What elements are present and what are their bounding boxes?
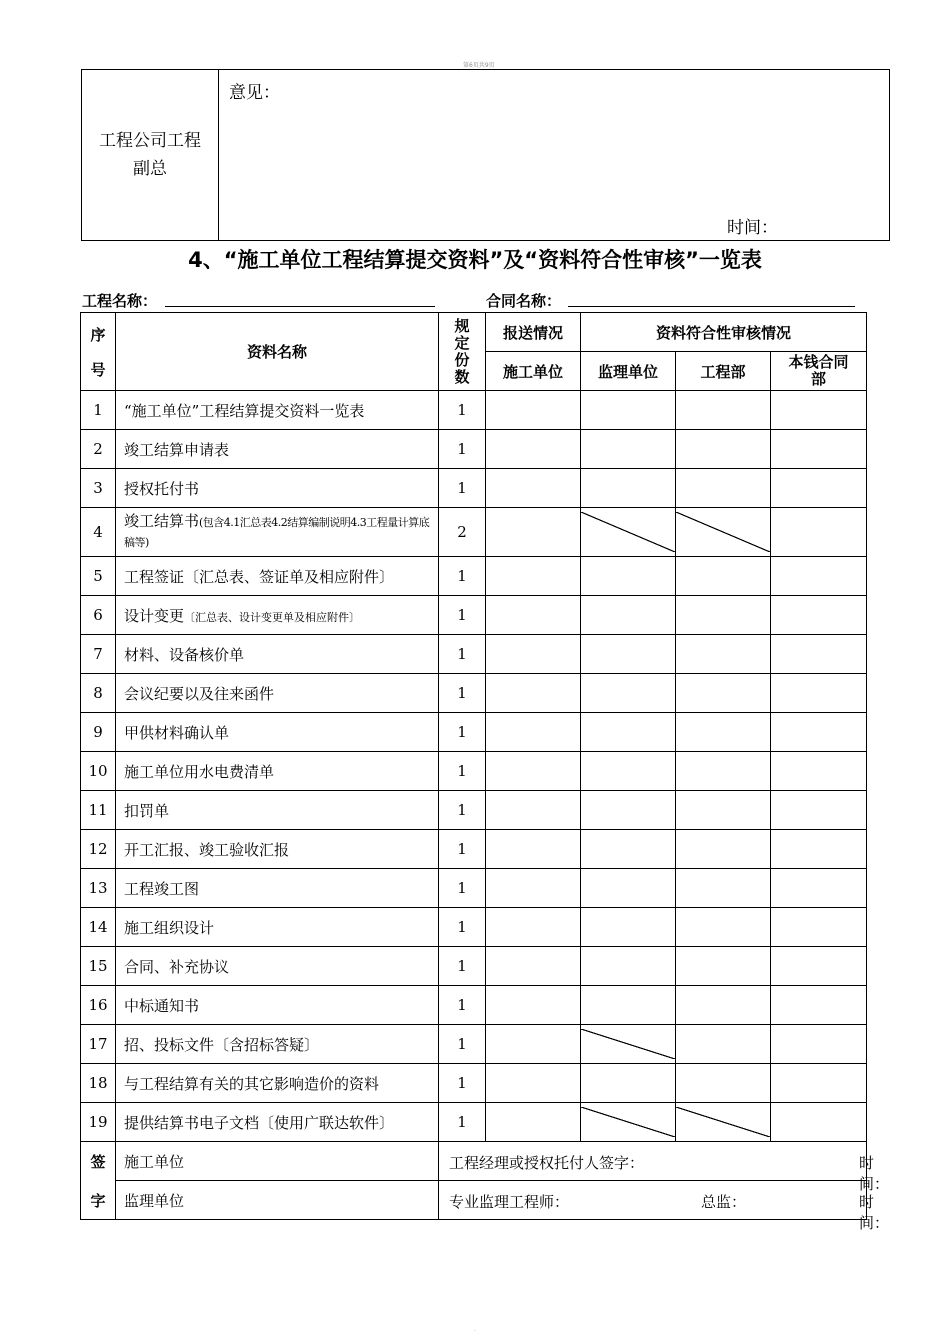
cell-audit-eng-dept[interactable] xyxy=(676,596,771,635)
cell-submit-contractor[interactable] xyxy=(486,1103,581,1142)
cell-audit-supervisor[interactable] xyxy=(581,469,676,508)
table-row xyxy=(81,635,867,674)
cell-audit-eng-dept[interactable] xyxy=(676,713,771,752)
sign-contractor-label: 工程经理或授权托付人签字： xyxy=(449,1154,645,1172)
cell-audit-eng-dept[interactable] xyxy=(676,469,771,508)
cell-submit-contractor[interactable] xyxy=(486,508,581,557)
cell-audit-supervisor[interactable] xyxy=(581,1064,676,1103)
diagonal-strike-mark xyxy=(676,512,770,552)
table-row xyxy=(81,752,867,791)
cell-audit-cost-dept[interactable] xyxy=(771,986,867,1025)
cell-audit-cost-dept[interactable] xyxy=(771,1025,867,1064)
cell-audit-eng-dept[interactable] xyxy=(676,830,771,869)
row-document-name xyxy=(116,713,439,752)
row-number: 3 xyxy=(81,469,116,508)
header-name: 资料名称 xyxy=(116,313,439,391)
row-copies: 1 xyxy=(439,391,486,430)
cell-audit-cost-dept[interactable] xyxy=(771,430,867,469)
row-document-name xyxy=(116,596,439,635)
diagonal-strike-mark xyxy=(581,512,675,552)
cell-submit-contractor[interactable] xyxy=(486,635,581,674)
page-title: 4、“施工单位工程结算提交资料”及“资料符合性审核”一览表 xyxy=(188,248,762,272)
footer-mark: . xyxy=(474,1326,476,1333)
row-copies: 2 xyxy=(439,508,486,557)
cell-audit-eng-dept[interactable] xyxy=(676,635,771,674)
cell-submit-contractor[interactable] xyxy=(486,986,581,1025)
document-name-text: 施工组织设计 xyxy=(124,918,215,937)
row-copies: 1 xyxy=(439,1103,486,1142)
document-name-text: 竣工结算申请表 xyxy=(124,440,230,459)
header-copies-2: 定 xyxy=(454,333,470,352)
row-number: 19 xyxy=(81,1103,116,1142)
cell-audit-eng-dept[interactable] xyxy=(676,430,771,469)
cell-audit-cost-dept[interactable] xyxy=(771,713,867,752)
header-copies xyxy=(439,313,486,391)
cell-audit-supervisor[interactable] xyxy=(581,635,676,674)
row-document-name xyxy=(116,1064,439,1103)
cell-submit-contractor[interactable] xyxy=(486,1025,581,1064)
sign-label-2: 字 xyxy=(90,1191,106,1210)
row-document-name xyxy=(116,635,439,674)
table-row xyxy=(81,596,867,635)
cell-audit-supervisor[interactable] xyxy=(581,791,676,830)
approval-box xyxy=(81,69,890,241)
sign-supervisor-time: 时间： xyxy=(859,1193,890,1232)
document-name-text: 材料、设备核价单 xyxy=(124,645,245,664)
cell-audit-cost-dept[interactable] xyxy=(771,596,867,635)
cell-audit-cost-dept[interactable] xyxy=(771,508,867,557)
document-name-note: (包含4.1汇总表4.2结算编制说明4.3工程量计算底稿等) xyxy=(124,516,430,549)
cell-audit-eng-dept[interactable] xyxy=(676,557,771,596)
cell-audit-eng-dept[interactable] xyxy=(676,391,771,430)
row-number: 9 xyxy=(81,713,116,752)
row-document-name xyxy=(116,1025,439,1064)
cell-submit-contractor[interactable] xyxy=(486,596,581,635)
header-mark: 第6页共9页 xyxy=(463,62,495,69)
header-eng-dept: 工程部 xyxy=(676,352,771,391)
cell-audit-supervisor[interactable] xyxy=(581,391,676,430)
table-row xyxy=(81,791,867,830)
row-number: 15 xyxy=(81,947,116,986)
row-copies: 1 xyxy=(439,469,486,508)
row-number: 2 xyxy=(81,430,116,469)
cell-submit-contractor[interactable] xyxy=(486,391,581,430)
sign-unit-contractor xyxy=(116,1142,439,1181)
table-row xyxy=(81,986,867,1025)
row-number: 7 xyxy=(81,635,116,674)
header-cost-dept xyxy=(771,352,867,391)
cell-audit-eng-dept[interactable] xyxy=(676,674,771,713)
row-number: 18 xyxy=(81,1064,116,1103)
header-contractor: 施工单位 xyxy=(486,352,581,391)
header-cost-dept-1: 本钱合同 xyxy=(788,353,849,371)
document-name-text: 工程签证〔汇总表、签证单及相应附件〕 xyxy=(124,567,395,586)
cell-audit-supervisor[interactable] xyxy=(581,908,676,947)
row-number: 17 xyxy=(81,1025,116,1064)
table-row xyxy=(81,830,867,869)
cell-submit-contractor[interactable] xyxy=(486,713,581,752)
document-name-text: 工程竣工图 xyxy=(124,879,200,898)
cell-audit-cost-dept[interactable] xyxy=(771,674,867,713)
cell-submit-contractor[interactable] xyxy=(486,430,581,469)
row-number: 5 xyxy=(81,557,116,596)
diagonal-strike-mark xyxy=(676,1107,770,1137)
row-copies: 1 xyxy=(439,986,486,1025)
row-number: 12 xyxy=(81,830,116,869)
cell-audit-eng-dept[interactable] xyxy=(676,752,771,791)
diagonal-strike-mark xyxy=(581,1029,675,1059)
sign-supervisor-label: 专业监理工程师： xyxy=(449,1193,570,1211)
cell-audit-eng-dept[interactable] xyxy=(676,908,771,947)
cell-submit-contractor[interactable] xyxy=(486,674,581,713)
cell-audit-cost-dept[interactable] xyxy=(771,947,867,986)
document-name-text: 扣罚单 xyxy=(124,801,170,820)
cell-audit-cost-dept[interactable] xyxy=(771,469,867,508)
row-number: 1 xyxy=(81,391,116,430)
cell-audit-eng-dept[interactable] xyxy=(676,947,771,986)
cell-audit-supervisor[interactable] xyxy=(581,752,676,791)
document-name-text: 与工程结算有关的其它影响造价的资料 xyxy=(124,1074,380,1093)
header-cost-dept-2: 部 xyxy=(810,370,826,388)
row-document-name xyxy=(116,869,439,908)
row-copies: 1 xyxy=(439,635,486,674)
header-submit: 报送情况 xyxy=(486,313,581,352)
table-row xyxy=(81,713,867,752)
row-document-name xyxy=(116,908,439,947)
header-copies-4: 数 xyxy=(454,367,470,386)
row-number: 14 xyxy=(81,908,116,947)
cell-audit-supervisor[interactable] xyxy=(581,557,676,596)
sign-chief-label: 总监： xyxy=(701,1193,747,1211)
document-name-text: “施工单位”工程结算提交资料一览表 xyxy=(124,401,365,420)
cell-audit-eng-dept[interactable] xyxy=(676,1064,771,1103)
row-copies: 1 xyxy=(439,947,486,986)
diagonal-strike-mark xyxy=(581,1107,675,1137)
cell-audit-eng-dept[interactable] xyxy=(676,869,771,908)
opinion-label: 意见： xyxy=(229,83,280,103)
document-name-note: 〔汇总表、设计变更单及相应附件〕 xyxy=(184,610,361,624)
document-name-text: 中标通知书 xyxy=(124,996,200,1015)
cell-submit-contractor[interactable] xyxy=(486,557,581,596)
row-document-name xyxy=(116,391,439,430)
row-copies: 1 xyxy=(439,791,486,830)
row-copies: 1 xyxy=(439,713,486,752)
cell-audit-eng-dept[interactable] xyxy=(676,508,771,557)
table-row xyxy=(81,430,867,469)
row-copies: 1 xyxy=(439,869,486,908)
row-document-name xyxy=(116,830,439,869)
cell-audit-supervisor[interactable] xyxy=(581,674,676,713)
row-number: 4 xyxy=(81,508,116,557)
table-row xyxy=(81,469,867,508)
sign-contractor-field[interactable] xyxy=(439,1142,890,1193)
sign-row-supervisor xyxy=(81,1181,867,1220)
sign-label xyxy=(81,1142,116,1220)
cell-submit-contractor[interactable] xyxy=(486,830,581,869)
row-copies: 1 xyxy=(439,1025,486,1064)
project-name-field[interactable] xyxy=(165,290,435,307)
cell-audit-cost-dept[interactable] xyxy=(771,1103,867,1142)
cell-audit-eng-dept[interactable] xyxy=(676,791,771,830)
table-row xyxy=(81,947,867,986)
row-copies: 1 xyxy=(439,596,486,635)
approval-role-line1: 工程公司工程 xyxy=(99,131,201,151)
table-row xyxy=(81,1064,867,1103)
header-seq xyxy=(81,313,116,391)
time-label: 时间： xyxy=(727,218,778,238)
row-number: 10 xyxy=(81,752,116,791)
document-name-text: 开工汇报、竣工验收汇报 xyxy=(124,840,290,859)
sign-label-1: 签 xyxy=(90,1152,106,1171)
contract-name-field[interactable] xyxy=(568,290,855,307)
row-number: 6 xyxy=(81,596,116,635)
table-row xyxy=(81,908,867,947)
row-document-name xyxy=(116,1103,439,1142)
cell-audit-supervisor[interactable] xyxy=(581,430,676,469)
approval-role-label xyxy=(82,70,219,240)
row-document-name xyxy=(116,947,439,986)
approval-role-line2: 副总 xyxy=(133,159,167,179)
cell-audit-cost-dept[interactable] xyxy=(771,557,867,596)
document-name-text: 甲供材料确认单 xyxy=(124,723,230,742)
cell-submit-contractor[interactable] xyxy=(486,947,581,986)
row-document-name xyxy=(116,986,439,1025)
sign-unit-supervisor xyxy=(116,1181,439,1220)
cell-audit-supervisor[interactable] xyxy=(581,596,676,635)
document-name-text: 授权托付书 xyxy=(124,479,200,498)
contract-name-label: 合同名称： xyxy=(486,292,562,310)
header-seq-2: 号 xyxy=(90,360,106,379)
row-copies: 1 xyxy=(439,430,486,469)
cell-audit-supervisor[interactable] xyxy=(581,830,676,869)
cell-audit-cost-dept[interactable] xyxy=(771,830,867,869)
cell-audit-supervisor[interactable] xyxy=(581,1103,676,1142)
row-number: 13 xyxy=(81,869,116,908)
cell-audit-supervisor[interactable] xyxy=(581,986,676,1025)
document-name-text: 施工单位用水电费清单 xyxy=(124,762,275,781)
cell-audit-supervisor[interactable] xyxy=(581,869,676,908)
row-document-name xyxy=(116,430,439,469)
cell-submit-contractor[interactable] xyxy=(486,1064,581,1103)
sign-row-contractor xyxy=(81,1142,867,1181)
header-copies-1: 规 xyxy=(454,316,470,335)
document-name-text: 招、投标文件〔含招标答疑〕 xyxy=(124,1035,320,1054)
cell-submit-contractor[interactable] xyxy=(486,869,581,908)
row-document-name xyxy=(116,674,439,713)
project-name-label: 工程名称： xyxy=(82,292,158,310)
cell-submit-contractor[interactable] xyxy=(486,752,581,791)
cell-audit-supervisor[interactable] xyxy=(581,713,676,752)
row-document-name xyxy=(116,469,439,508)
table-row xyxy=(81,557,867,596)
document-name-text: 提供结算书电子文档〔使用广联达软件〕 xyxy=(124,1113,395,1132)
row-document-name xyxy=(116,557,439,596)
sign-contractor-time: 时间： xyxy=(859,1154,890,1193)
header-supervisor: 监理单位 xyxy=(581,352,676,391)
row-copies: 1 xyxy=(439,752,486,791)
row-copies: 1 xyxy=(439,557,486,596)
cell-audit-eng-dept[interactable] xyxy=(676,1025,771,1064)
row-document-name xyxy=(116,791,439,830)
cell-audit-supervisor[interactable] xyxy=(581,947,676,986)
row-number: 11 xyxy=(81,791,116,830)
document-name-text: 设计变更 xyxy=(124,606,185,625)
cell-audit-cost-dept[interactable] xyxy=(771,635,867,674)
row-number: 8 xyxy=(81,674,116,713)
cell-audit-supervisor[interactable] xyxy=(581,508,676,557)
cell-audit-cost-dept[interactable] xyxy=(771,1064,867,1103)
sign-supervisor-field[interactable] xyxy=(439,1181,890,1232)
row-number: 16 xyxy=(81,986,116,1025)
header-audit: 资料符合性审核情况 xyxy=(581,313,867,352)
row-document-name xyxy=(116,752,439,791)
document-name-text: 会议纪要以及往来函件 xyxy=(124,684,275,703)
table-row xyxy=(81,869,867,908)
header-copies-3: 份 xyxy=(454,350,470,369)
header-seq-1: 序 xyxy=(90,325,106,344)
cell-audit-cost-dept[interactable] xyxy=(771,391,867,430)
cell-audit-cost-dept[interactable] xyxy=(771,869,867,908)
cell-audit-cost-dept[interactable] xyxy=(771,791,867,830)
table-row xyxy=(81,1025,867,1064)
document-table xyxy=(80,312,890,1232)
document-name-text: 合同、补充协议 xyxy=(124,957,230,976)
cell-audit-cost-dept[interactable] xyxy=(771,752,867,791)
table-row xyxy=(81,391,867,430)
cell-audit-supervisor[interactable] xyxy=(581,1025,676,1064)
sign-unit-supervisor-text: 监理单位 xyxy=(124,1191,185,1210)
table-row xyxy=(81,674,867,713)
row-copies: 1 xyxy=(439,674,486,713)
cell-submit-contractor[interactable] xyxy=(486,908,581,947)
table-row xyxy=(81,508,867,557)
cell-audit-eng-dept[interactable] xyxy=(676,986,771,1025)
row-document-name xyxy=(116,508,439,557)
table-row xyxy=(81,1103,867,1142)
row-copies: 1 xyxy=(439,908,486,947)
row-copies: 1 xyxy=(439,1064,486,1103)
row-copies: 1 xyxy=(439,830,486,869)
cell-audit-eng-dept[interactable] xyxy=(676,1103,771,1142)
cell-audit-cost-dept[interactable] xyxy=(771,908,867,947)
document-name-text: 竣工结算书 xyxy=(124,512,200,530)
cell-submit-contractor[interactable] xyxy=(486,469,581,508)
cell-submit-contractor[interactable] xyxy=(486,791,581,830)
sign-unit-contractor-text: 施工单位 xyxy=(124,1152,185,1171)
